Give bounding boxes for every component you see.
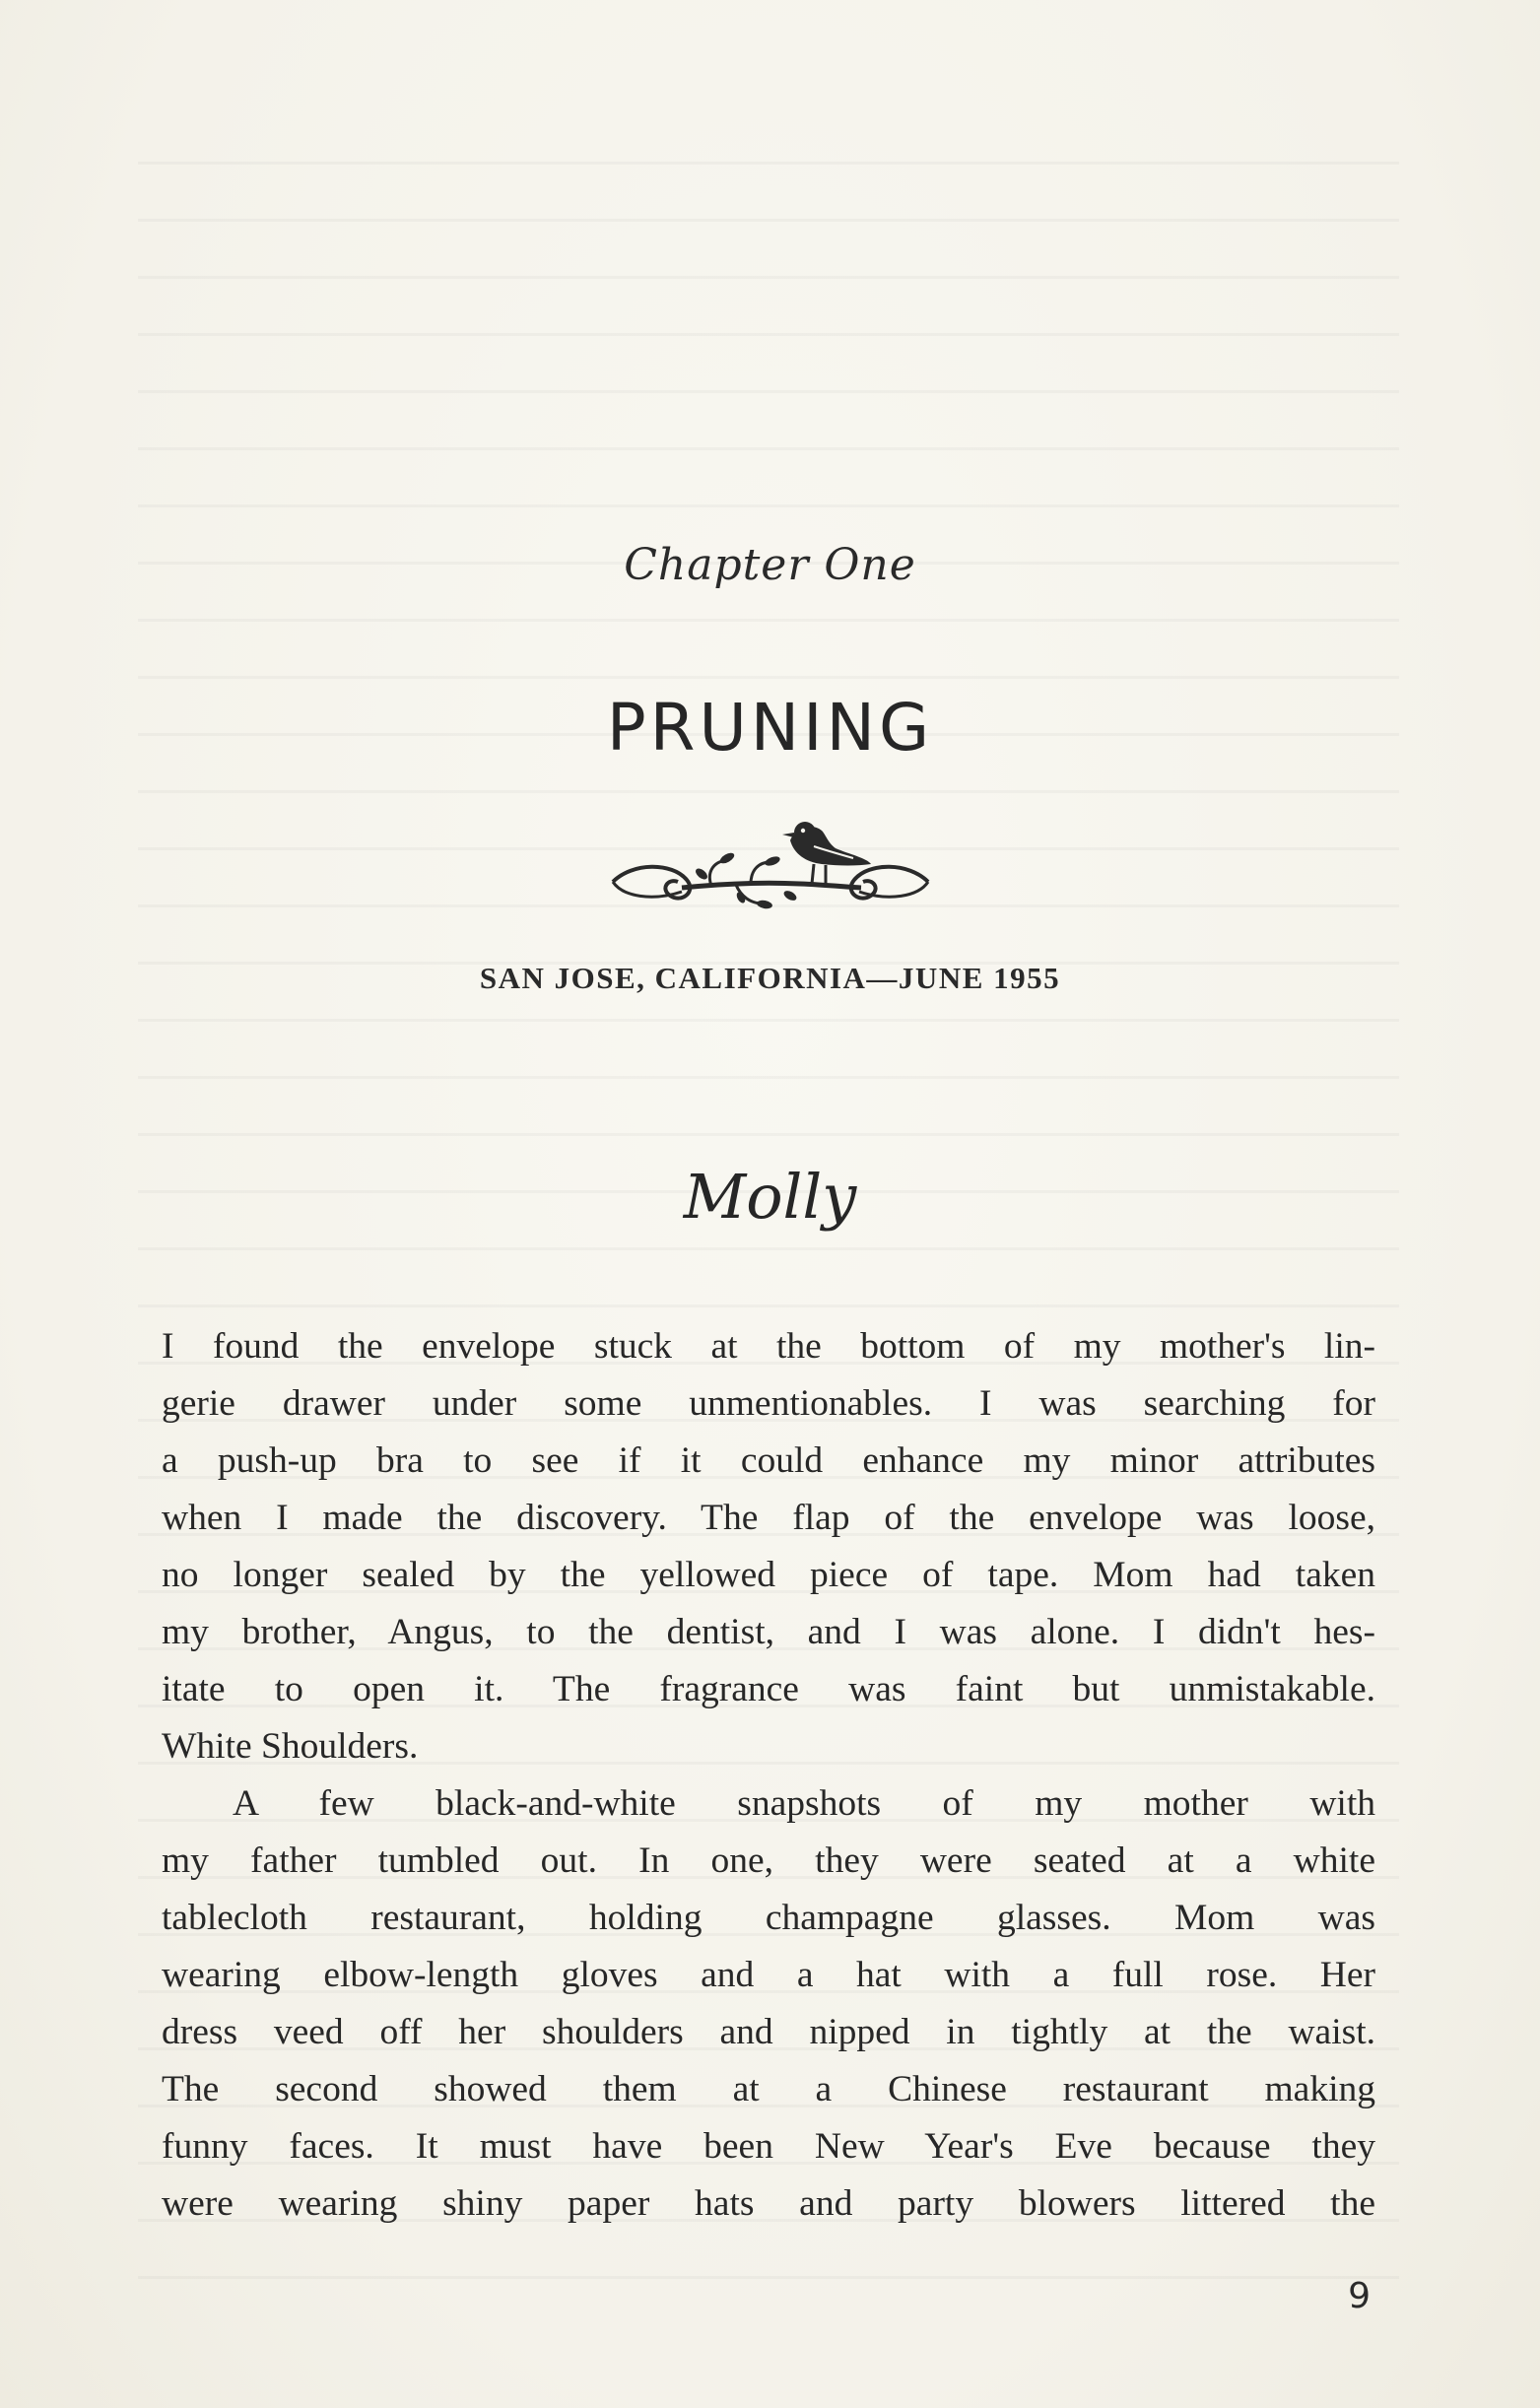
text-line: were wearing shiny paper hats and party blowers littered the: [162, 2183, 1375, 2224]
text-line: wearing elbow-length gloves and a hat with a full rose. Her: [162, 1955, 1375, 1995]
narrator-name: Molly: [683, 1161, 857, 1233]
chapter-title: PRUNING: [606, 690, 934, 766]
body-text: [162, 1318, 1375, 2233]
text-line: A few black-and-white snapshots of my mother with: [233, 1783, 1375, 1824]
text-line: funny faces. It must have been New Year's Eve because they: [162, 2126, 1375, 2167]
text-line: no longer sealed by the yellowed piece of tape. Mom had taken: [162, 1555, 1375, 1595]
bird-branch-ornament-icon: [603, 793, 938, 931]
text-line: I found the envelope stuck at the bottom of my mother's lin-: [162, 1326, 1375, 1367]
text-line: itate to open it. The fragrance was faint but unmistakable.: [162, 1669, 1375, 1709]
chapter-label: Chapter One: [624, 540, 916, 590]
text-line: my brother, Angus, to the dentist, and I was alone. I didn't hes-: [162, 1612, 1375, 1652]
text-line: my father tumbled out. In one, they were seated at a white: [162, 1840, 1375, 1881]
place-date-heading: SAN JOSE, CALIFORNIA—JUNE 1955: [479, 961, 1061, 995]
page-number: 9: [1348, 2276, 1371, 2316]
text-line: The second showed them at a Chinese restaurant making: [162, 2069, 1375, 2109]
paragraph: [162, 1318, 1375, 1775]
text-line: White Shoulders.: [162, 1726, 419, 1767]
text-line: when I made the discovery. The flap of the envelope was loose,: [162, 1498, 1375, 1538]
text-line: a push-up bra to see if it could enhance my minor attributes: [162, 1440, 1375, 1481]
text-line: tablecloth restaurant, holding champagne glasses. Mom was: [162, 1898, 1375, 1938]
text-line: gerie drawer under some unmentionables. I was searching for: [162, 1383, 1375, 1424]
paragraph: [162, 1775, 1375, 2233]
text-line: dress veed off her shoulders and nipped in tightly at the waist.: [162, 2012, 1375, 2052]
